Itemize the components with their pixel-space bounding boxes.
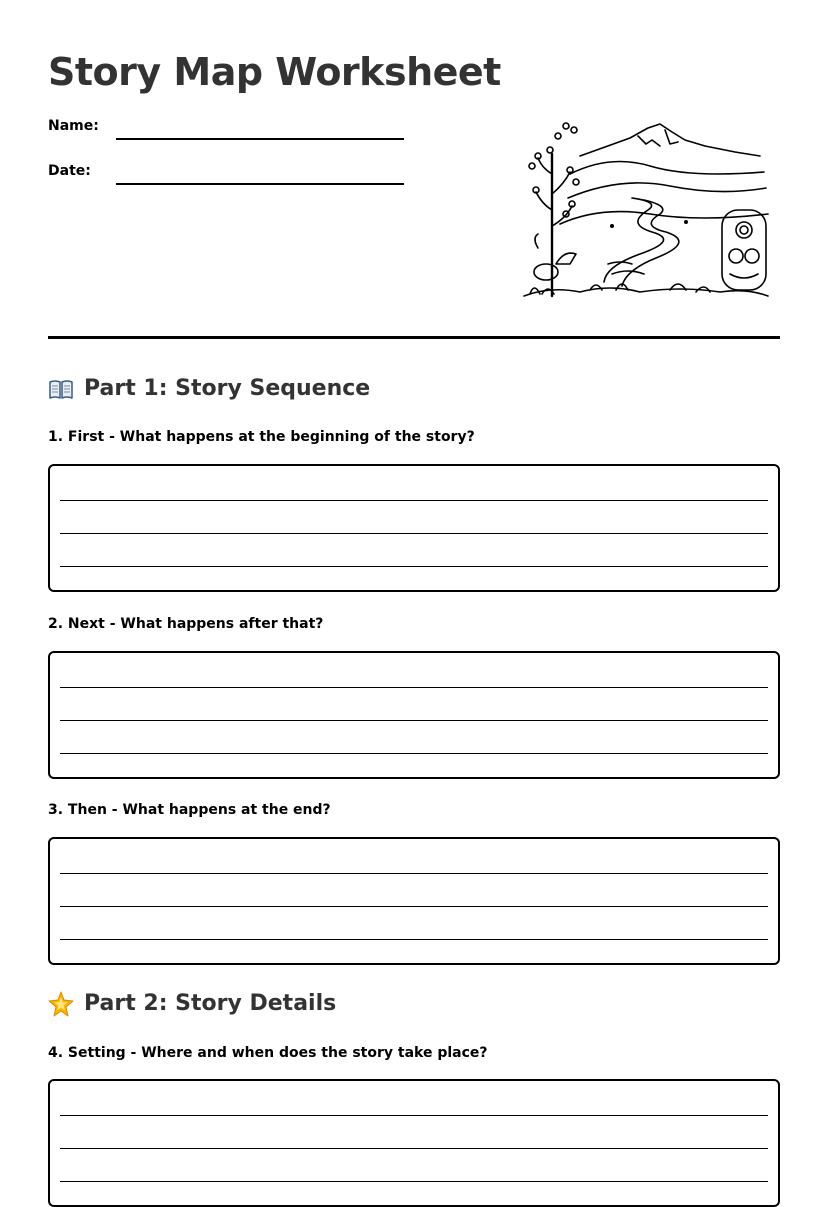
answer-box-3[interactable] (48, 837, 780, 965)
answer-line (60, 753, 768, 754)
part2-heading-text: Part 2: Story Details (84, 991, 337, 1016)
part1-heading (48, 374, 370, 404)
part1-heading-text: Part 1: Story Sequence (84, 376, 371, 401)
question-4-label: 4. Setting - Where and when does the story take place? (48, 1045, 488, 1061)
answer-line (60, 1115, 768, 1116)
answer-line (60, 1148, 768, 1149)
section-divider (48, 336, 780, 339)
page-title: Story Map Worksheet (48, 50, 501, 94)
answer-line (60, 720, 768, 721)
answer-box-4[interactable] (48, 1079, 780, 1207)
answer-line (60, 533, 768, 534)
name-label: Name: (48, 118, 99, 134)
answer-box-2[interactable] (48, 651, 780, 779)
answer-box-1[interactable] (48, 464, 780, 592)
open-book-icon (48, 376, 74, 402)
answer-line (60, 873, 768, 874)
date-input-line[interactable] (116, 183, 404, 185)
question-1-label: 1. First - What happens at the beginning of the story? (48, 429, 475, 445)
date-label: Date: (48, 163, 91, 179)
glowing-star-icon (48, 991, 74, 1017)
answer-line (60, 566, 768, 567)
answer-line (60, 687, 768, 688)
question-3-label: 3. Then - What happens at the end? (48, 802, 331, 818)
answer-line (60, 939, 768, 940)
answer-line (60, 500, 768, 501)
answer-line (60, 906, 768, 907)
part2-heading (48, 989, 336, 1019)
question-2-label: 2. Next - What happens after that? (48, 616, 324, 632)
answer-line (60, 1181, 768, 1182)
date-field (48, 163, 408, 187)
name-field (48, 118, 408, 142)
landscape-illustration (520, 114, 772, 300)
name-input-line[interactable] (116, 138, 404, 140)
